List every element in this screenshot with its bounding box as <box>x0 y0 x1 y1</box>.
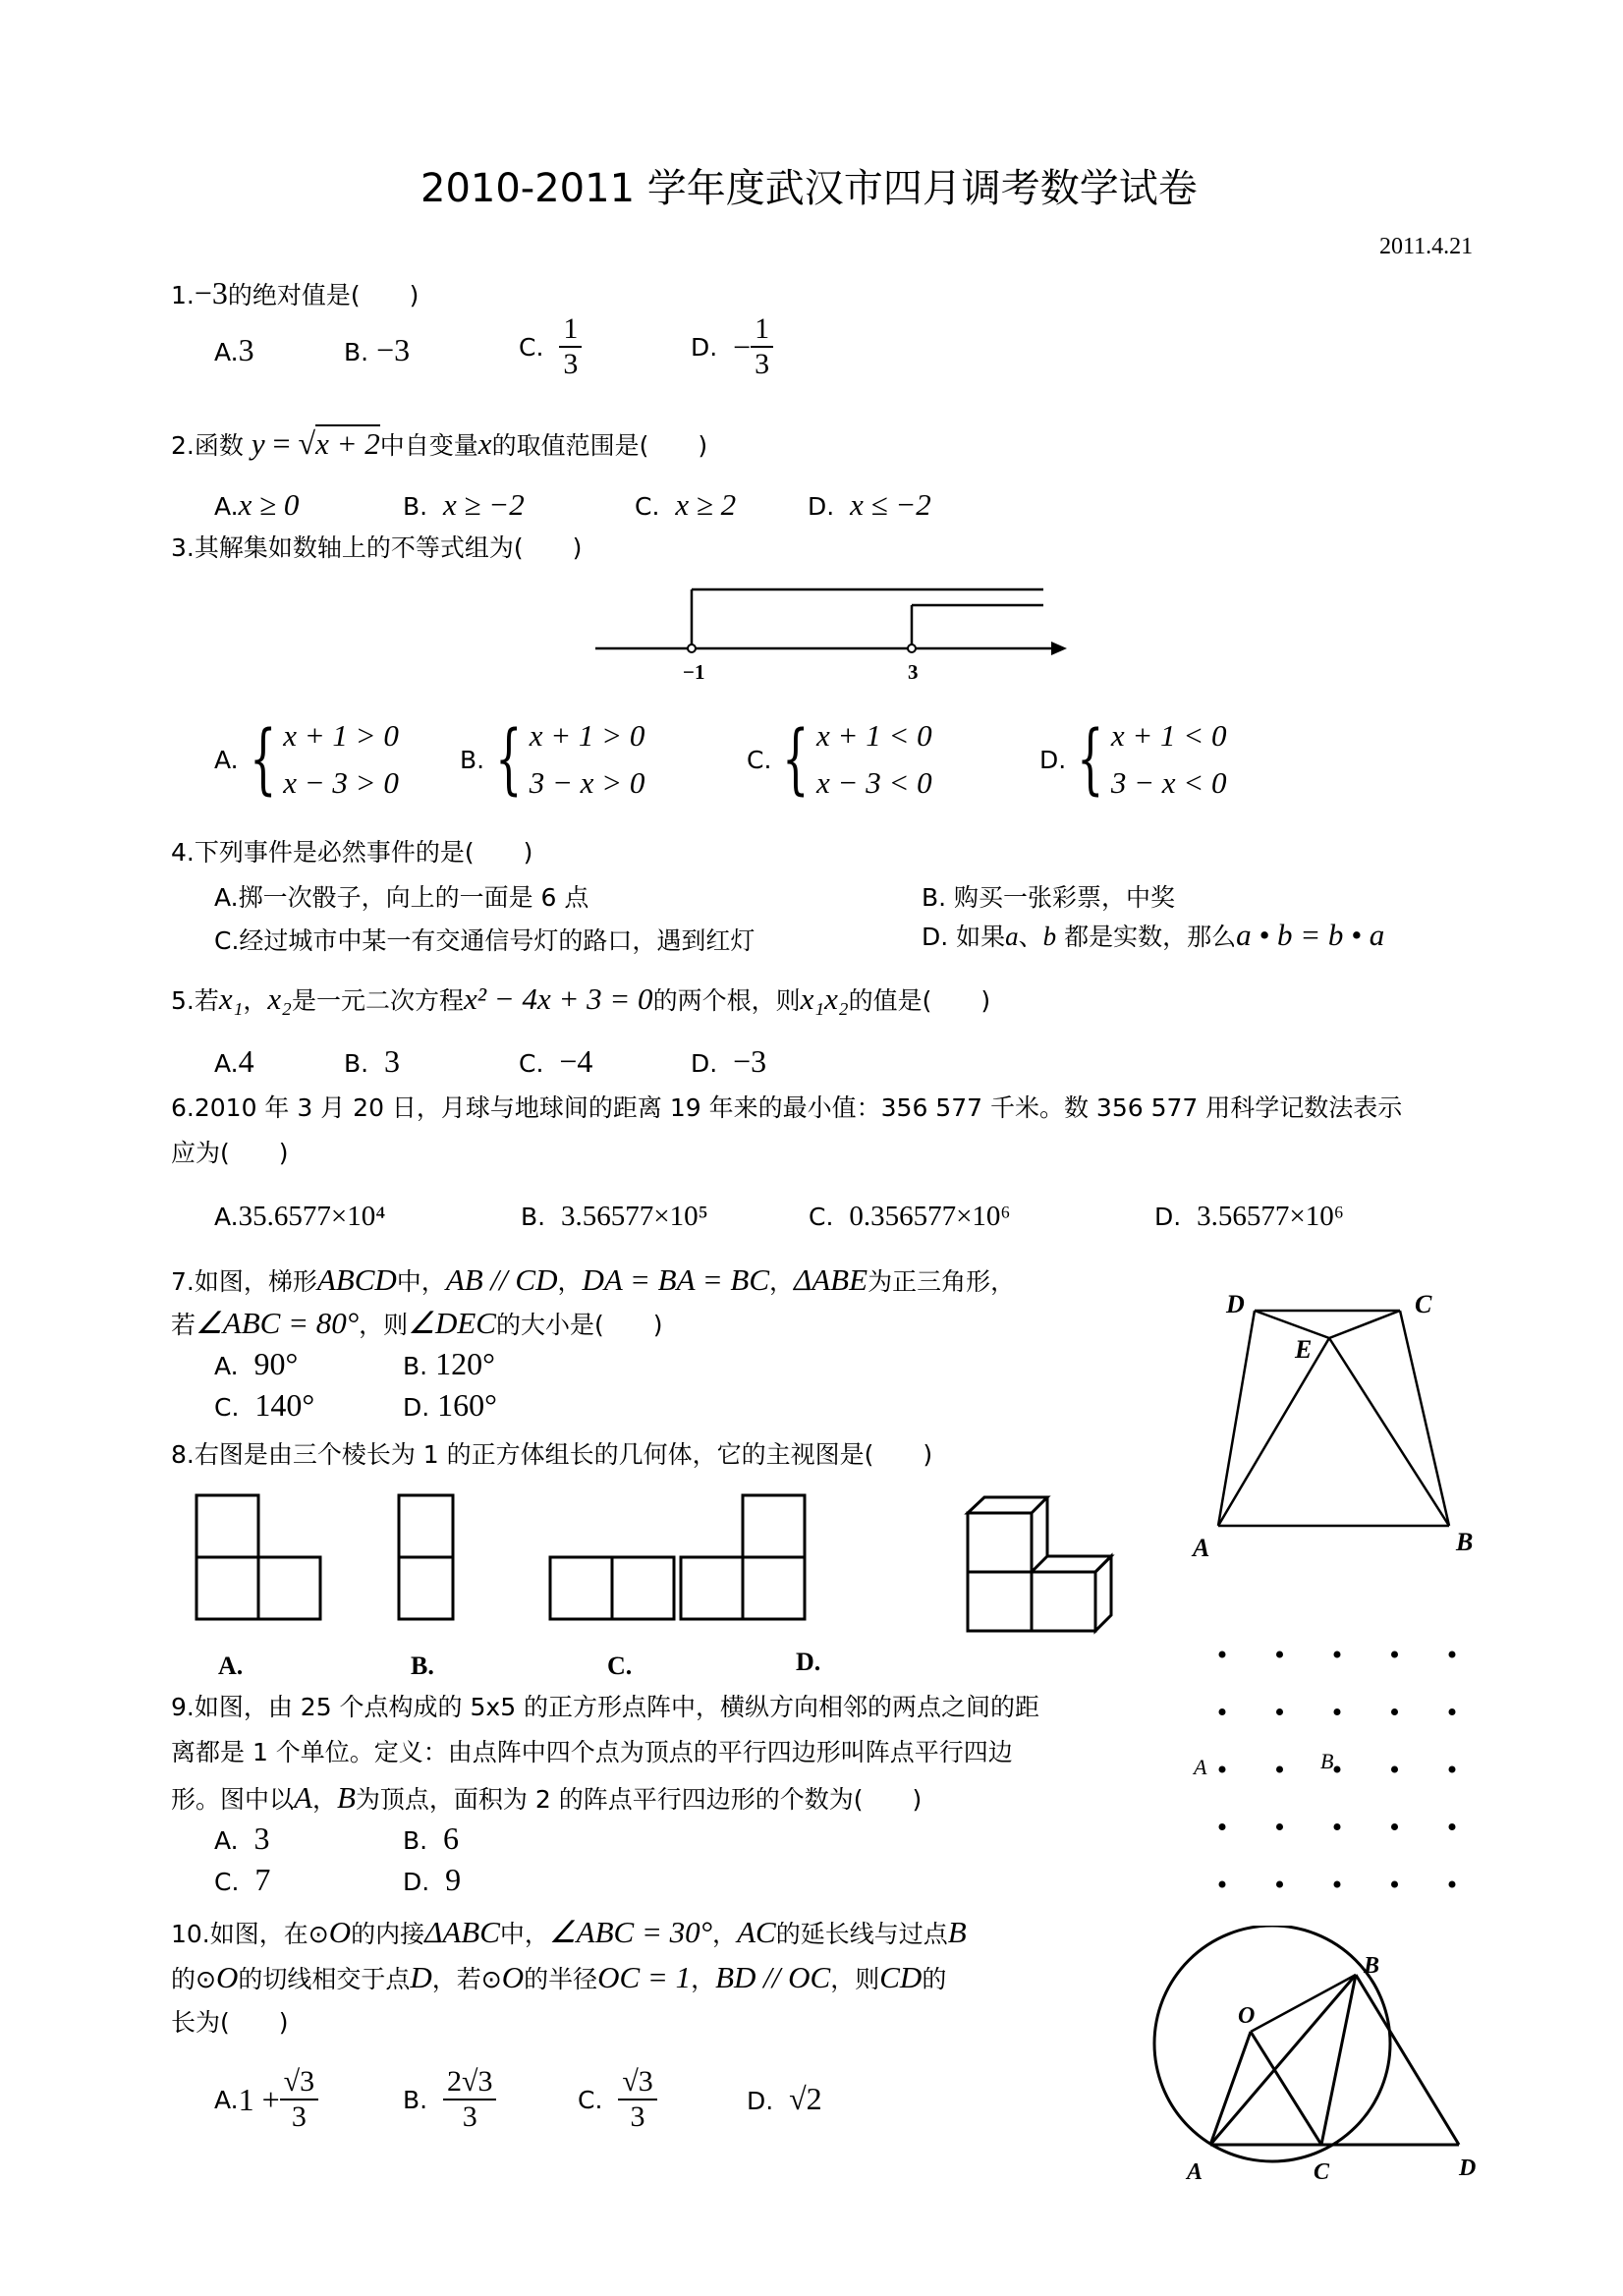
q4-option-d[interactable]: D. 如果a、b 都是实数，那么a • b = b • a <box>922 918 1385 952</box>
lattice-dot <box>1334 1708 1341 1715</box>
edge-ce <box>1329 1311 1400 1338</box>
q1-option-a[interactable]: A.3 <box>214 332 254 367</box>
lattice-dot <box>1391 1881 1398 1888</box>
q2-formula: y = √x + 2 <box>251 425 380 461</box>
q8-label-d: D. <box>796 1648 821 1676</box>
q2-option-d[interactable]: D. x ≤ −2 <box>808 487 931 522</box>
q1-math: −3 <box>194 275 228 310</box>
lattice-dot <box>1334 1766 1341 1773</box>
q2-option-a[interactable]: A.x ≥ 0 <box>214 487 300 522</box>
lattice-dot <box>1334 1652 1341 1658</box>
question-10-line3: 长为( ) <box>171 2008 289 2037</box>
lattice-dot <box>1219 1881 1226 1888</box>
q9-option-a[interactable]: A. 3 <box>214 1820 270 1856</box>
circle-o <box>1154 1926 1390 2161</box>
q6-option-c[interactable]: C. 0.356577×10⁶ <box>809 1201 1011 1232</box>
label-a: A <box>1187 2159 1203 2185</box>
page-title: 2010-2011 学年度武汉市四月调考数学试卷 <box>420 166 1198 211</box>
q10-option-d[interactable]: D. √2 <box>747 2081 822 2116</box>
label-a: A <box>1193 1534 1210 1562</box>
number-line-arrow <box>1051 642 1067 655</box>
label-d: D <box>1459 2156 1477 2181</box>
line-ob <box>1251 1975 1356 2032</box>
q8-label-b: B. <box>411 1652 434 1680</box>
question-9-line2: 离都是 1 个单位。定义：由点阵中四个点为顶点的平行四边形叫阵点平行四边 <box>171 1738 1013 1766</box>
question-7-line1: 7.如图，梯形ABCD中，AB // CD，DA = BA = BC，ΔABE为正三角形， <box>171 1262 1016 1297</box>
q9-option-d[interactable]: D. 9 <box>403 1862 462 1897</box>
edge-cb <box>1400 1311 1449 1526</box>
exam-date: 2011.4.21 <box>1379 234 1474 259</box>
question-8: 8.右图是由三个棱长为 1 的正方体组长的几何体，它的主视图是( ) <box>171 1440 933 1469</box>
lattice-dot <box>1449 1823 1456 1830</box>
q10-option-b[interactable]: B. $\frac{2√3}{3}$ <box>403 2065 496 2134</box>
q3-tick-3: 3 <box>908 660 919 684</box>
q3-point-2 <box>908 644 916 652</box>
q6-option-d[interactable]: D. 3.56577×10⁶ <box>1154 1201 1344 1232</box>
q8-3d-solid <box>968 1497 1111 1631</box>
q3-tick-neg1: −1 <box>683 660 705 684</box>
q10-option-a[interactable]: A. 1 + $\frac{√3}{3}$ <box>214 2065 318 2134</box>
lattice-dot <box>1219 1766 1226 1773</box>
q5-option-d[interactable]: D. −3 <box>691 1043 767 1079</box>
q1-text: 的绝对值是( ) <box>227 281 420 309</box>
lattice-dot <box>1219 1652 1226 1658</box>
q8-figure-b <box>399 1495 453 1619</box>
q7-option-d[interactable]: D. 160° <box>403 1387 497 1423</box>
q1-d-fraction: $\frac{1}{3}$ <box>751 312 773 381</box>
lattice-dot <box>1219 1708 1226 1715</box>
q2-option-b[interactable]: B. x ≥ −2 <box>403 487 525 522</box>
q3-a-system: { x + 1 > 0 x − 3 > 0 <box>249 715 399 804</box>
question-10-line1: 10.如图，在⊙O的内接ΔABC中，∠ABC = 30°，AC的延长线与过点B <box>171 1915 967 1949</box>
label-e: E <box>1295 1335 1313 1364</box>
q9-option-b[interactable]: B. 6 <box>403 1820 460 1856</box>
question-2: 2.函数 y = √x + 2中自变量x的取值范围是( ) <box>171 425 708 461</box>
question-6-line1: 6.2010 年 3 月 20 日，月球与地球间的距离 19 年来的最小值：356 577 千米。数 356 577 用科学记数法表示 <box>171 1093 1403 1122</box>
edge-be <box>1329 1338 1449 1526</box>
q1-option-c[interactable]: C. $\frac{1}{3}$ <box>519 312 582 381</box>
question-1 <box>171 270 419 318</box>
q3-option-b[interactable]: B. { x + 1 > 0 3 − x > 0 <box>460 712 644 807</box>
line-ab <box>1210 1975 1356 2145</box>
q3-c-system: { x + 1 < 0 x − 3 < 0 <box>782 715 932 804</box>
lattice-dot <box>1449 1881 1456 1888</box>
q8-label-a: A. <box>218 1652 244 1680</box>
q1-c-fraction: $\frac{1}{3}$ <box>559 312 582 381</box>
lattice-dot <box>1391 1708 1398 1715</box>
lattice-dot <box>1449 1766 1456 1773</box>
q3-d-system: { x + 1 < 0 3 − x < 0 <box>1077 715 1227 804</box>
q10-option-c[interactable]: C. $\frac{√3}{3}$ <box>578 2065 657 2134</box>
q6-option-b[interactable]: B. 3.56577×10⁵ <box>521 1201 708 1232</box>
lattice-dots <box>1219 1652 1456 1888</box>
q8-figures <box>187 1484 1130 1680</box>
lattice-dot <box>1334 1881 1341 1888</box>
label-b: B <box>1364 1953 1380 1979</box>
question-10-line2: 的⊙O的切线相交于点D，若⊙O的半径OC = 1，BD // OC，则CD的 <box>171 1960 947 1994</box>
lattice-dot <box>1391 1823 1398 1830</box>
q7-option-c[interactable]: C. 140° <box>214 1387 315 1423</box>
line-oc <box>1251 2032 1321 2145</box>
edge-de <box>1255 1311 1329 1338</box>
lattice-dot <box>1276 1881 1283 1888</box>
label-o: O <box>1238 2003 1256 2029</box>
lattice-label-a: A <box>1194 1755 1207 1779</box>
lattice-dot <box>1334 1823 1341 1830</box>
line-bd <box>1356 1975 1459 2145</box>
q3-option-d[interactable]: D. { x + 1 < 0 3 − x < 0 <box>1039 712 1226 807</box>
q8-label-c: C. <box>607 1652 633 1680</box>
label-c: C <box>1314 2159 1330 2185</box>
q3-number-line <box>589 580 1071 688</box>
q3-b-system: { x + 1 > 0 3 − x > 0 <box>495 715 645 804</box>
q1-number: 1. <box>171 281 195 309</box>
q4-option-a[interactable]: A.掷一次骰子，向上的一面是 6 点 <box>214 883 589 912</box>
q1-option-b[interactable]: B. −3 <box>344 332 411 367</box>
q4-option-c[interactable]: C.经过城市中某一有交通信号灯的路口，遇到红灯 <box>214 926 756 955</box>
line-ao <box>1210 2032 1251 2145</box>
question-5: 5.若x₁，x₂是一元二次方程x² − 4x + 3 = 0的两个根，则x₁x₂的值是( ) <box>171 981 991 1016</box>
q7-option-a[interactable]: A. 90° <box>214 1346 299 1381</box>
q10-circle-figure <box>1140 1926 1493 2191</box>
q5-option-a[interactable]: A.4 <box>214 1043 254 1079</box>
label-c: C <box>1415 1290 1432 1318</box>
q9-option-c[interactable]: C. 7 <box>214 1862 271 1897</box>
q4-option-b[interactable]: B. 购买一张彩票，中奖 <box>922 883 1176 912</box>
lattice-dot <box>1449 1652 1456 1658</box>
q8-figure-c <box>550 1557 674 1619</box>
lattice-dot <box>1391 1652 1398 1658</box>
question-6-line2: 应为( ) <box>171 1139 289 1167</box>
line-cb <box>1321 1975 1356 2145</box>
q3-option-c[interactable]: C. { x + 1 < 0 x − 3 < 0 <box>747 712 932 807</box>
q7-option-b[interactable]: B. 120° <box>403 1346 495 1381</box>
question-9-line3: 形。图中以A，B为顶点，面积为 2 的阵点平行四边形的个数为( ) <box>171 1780 923 1815</box>
question-3: 3.其解集如数轴上的不等式组为( ) <box>171 533 583 562</box>
q1-option-d[interactable]: D. − $\frac{1}{3}$ <box>691 312 773 381</box>
question-9-line1: 9.如图，由 25 个点构成的 5x5 的正方形点阵中，横纵方向相邻的两点之间的距 <box>171 1693 1040 1721</box>
q3-option-a[interactable]: A. { x + 1 > 0 x − 3 > 0 <box>214 712 399 807</box>
lattice-dot <box>1276 1766 1283 1773</box>
q8-figure-a <box>196 1495 320 1619</box>
lattice-dot <box>1449 1708 1456 1715</box>
q8-figure-d <box>681 1495 805 1619</box>
lattice-label-b: B <box>1320 1749 1334 1773</box>
label-b: B <box>1456 1528 1474 1556</box>
lattice-dot <box>1276 1708 1283 1715</box>
lattice-dot <box>1276 1652 1283 1658</box>
label-d: D <box>1226 1290 1245 1318</box>
q3-point-1 <box>688 644 696 652</box>
q2-option-c[interactable]: C. x ≥ 2 <box>635 487 737 522</box>
lattice-dot <box>1276 1823 1283 1830</box>
question-4: 4.下列事件是必然事件的是( ) <box>171 838 533 867</box>
lattice-dot <box>1219 1823 1226 1830</box>
q6-option-a[interactable]: A.35.6577×10⁴ <box>214 1201 386 1232</box>
question-7-line2: 若∠ABC = 80°，则∠DEC的大小是( ) <box>171 1306 663 1340</box>
q5-option-c[interactable]: C. −4 <box>519 1043 593 1079</box>
q9-dot-lattice <box>1179 1631 1483 1926</box>
lattice-dot <box>1391 1766 1398 1773</box>
q5-option-b[interactable]: B. 3 <box>344 1043 401 1079</box>
q7-trapezoid-figure <box>1179 1277 1483 1572</box>
